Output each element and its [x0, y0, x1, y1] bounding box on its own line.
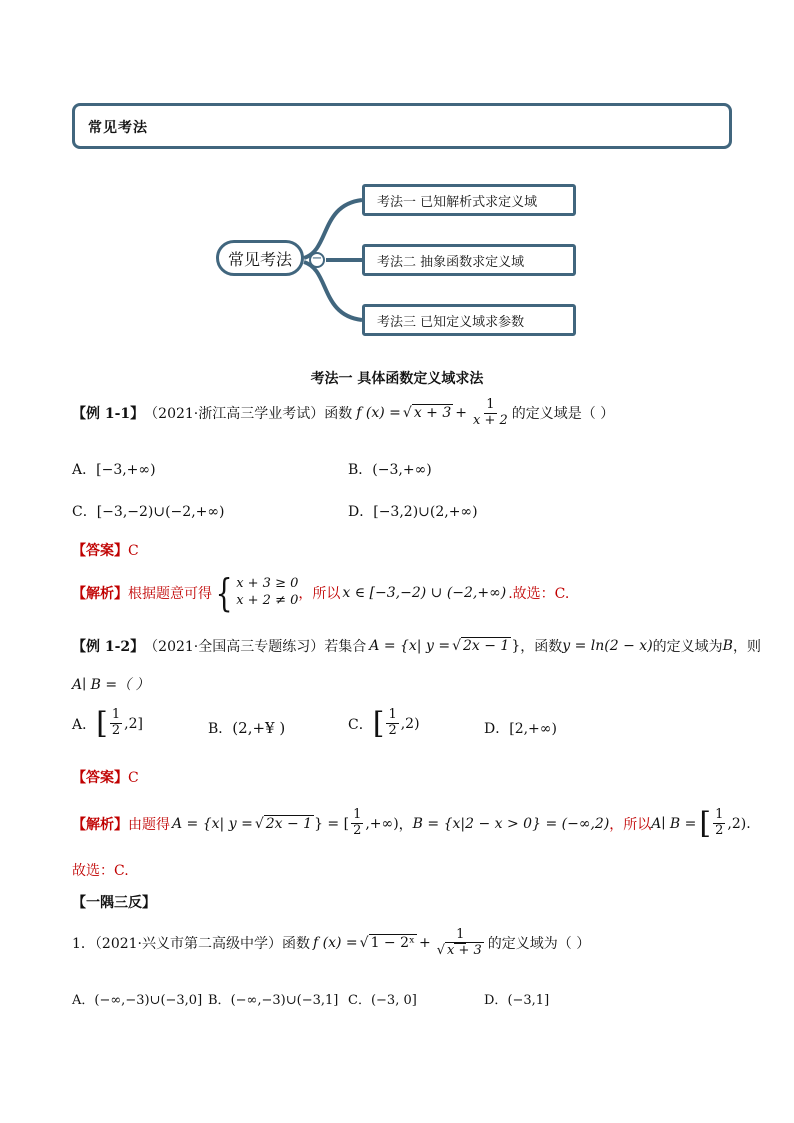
- analysis-sep: ，: [398, 816, 413, 833]
- example2-tag: 【例 1-2】: [72, 639, 145, 655]
- example1-frac-den: x + 2: [473, 412, 508, 428]
- mindmap-node-1[interactable]: 考法一 已知解析式求定义域: [362, 184, 576, 216]
- option-a-post: ,2]: [124, 715, 143, 732]
- example2-line2: A∣ B =（ ）: [72, 677, 150, 693]
- analysis-label: 【解析】: [72, 816, 128, 833]
- section-title: 考法一 具体函数定义域求法: [310, 371, 484, 387]
- practice-q1-num: 1: [456, 927, 465, 942]
- example2-func: y = ln(2 − x): [562, 638, 653, 654]
- analysis-pre: 根据题意可得: [128, 586, 212, 602]
- example1-source: （2021·浙江高三学业考试）函数: [144, 406, 353, 423]
- equation-system: { x + 3 ≥ 0 x + 2 ≠ 0: [215, 571, 299, 615]
- example1-question: 【例 1-1】 （2021·浙江高三学业考试）函数 f (x) = √ x + 3 + $\frac{1}{x + 2}$ 的定义域是（ ）: [72, 397, 615, 428]
- analysis-post: .故选：C.: [508, 586, 570, 602]
- analysis-setA-sqrt: 2x − 1: [265, 815, 313, 832]
- practice-option-c[interactable]: [348, 989, 417, 1008]
- analysis-AB-den: 2: [715, 823, 724, 838]
- option-b-value: (−∞,−3)∪(−3,1]: [230, 993, 339, 1008]
- example2-question-line2: [72, 674, 150, 694]
- answer-label: 【答案】: [72, 770, 128, 786]
- example1-option-c[interactable]: [72, 501, 225, 521]
- option-c-post: ,2): [400, 715, 420, 732]
- example1-fx: f (x) =: [356, 405, 401, 422]
- example2-mid1: ，函数: [520, 639, 563, 655]
- answer-label: 【答案】: [72, 543, 128, 559]
- option-d-label: D．: [484, 993, 508, 1008]
- example1-answer: [72, 540, 139, 560]
- answer-value: C: [128, 770, 139, 786]
- analysis-so: ，所以: [609, 816, 652, 833]
- option-c-label: C．: [348, 716, 373, 733]
- practice-q1-den: x + 3: [446, 942, 482, 958]
- option-d-label: D．: [484, 721, 510, 737]
- mindmap-node-3[interactable]: 考法三 已知定义域求参数: [362, 304, 576, 336]
- option-a-label: A．: [72, 993, 95, 1008]
- option-d-value: [−3,2)∪(2,+∞): [373, 504, 478, 520]
- option-a-frac: [110, 708, 122, 739]
- practice-option-b[interactable]: [208, 989, 338, 1008]
- option-a-label: A．: [72, 716, 97, 733]
- option-b-value: (−3,+∞): [372, 462, 432, 478]
- example2-mid2: 的定义域为: [652, 639, 723, 655]
- example1-tag: 【例 1-1】: [72, 406, 145, 423]
- analysis-setA-num: 1: [353, 807, 362, 823]
- mindmap-node-2[interactable]: 考法二 抽象函数求定义域: [362, 244, 576, 276]
- option-c-value: (−3, 0]: [370, 993, 417, 1008]
- option-c-num: 1: [388, 707, 397, 723]
- option-a-den: 2: [111, 723, 121, 738]
- practice-q1-sqrt: 1 − 2ˣ: [370, 935, 415, 952]
- analysis-setA-den: 2: [353, 823, 362, 838]
- analysis-AB-num: 1: [715, 807, 724, 823]
- answer-value: C: [128, 543, 139, 559]
- analysis-AB-frac: [713, 808, 725, 839]
- analysis-AB: A∣ B =: [651, 815, 697, 832]
- option-a-value: (−∞,−3)∪(−3,0]: [94, 993, 203, 1008]
- option-a-value: [−3,+∞): [96, 462, 156, 478]
- option-c-value: [−3,−2)∪(−2,+∞): [96, 504, 225, 520]
- example2-B: B: [722, 638, 733, 654]
- analysis-AB-bracket: [: [699, 806, 712, 841]
- option-a-num: 1: [111, 707, 121, 723]
- practice-q1-frac: $\frac{1}{√ x + 3}$: [436, 927, 482, 958]
- option-c-label: C．: [72, 504, 97, 520]
- analysis-setA: A = {x| y =: [172, 815, 253, 832]
- practice-option-d[interactable]: [484, 989, 549, 1008]
- mindmap-root: 常见考法: [216, 240, 304, 276]
- option-d-value: (−3,1]: [507, 993, 550, 1008]
- example2-source: （2021·全国高三专题练习）若集合: [144, 639, 367, 655]
- option-c-label: C．: [348, 993, 371, 1008]
- example2-setA-close: }: [511, 638, 521, 654]
- example1-frac: [471, 398, 510, 429]
- option-b-label: B．: [208, 993, 231, 1008]
- example2-setA-sqrt: 2x − 1: [463, 638, 510, 654]
- system-row-1: x + 3 ≥ 0: [236, 576, 299, 592]
- analysis-setA-end: ,+∞): [365, 815, 399, 832]
- example1-option-d[interactable]: [348, 501, 478, 521]
- analysis-setB: B = {x|2 − x > 0} = (−∞,2): [412, 815, 610, 832]
- option-d-value: [2,+∞): [509, 721, 557, 737]
- analysis-setA-eq: } = [: [314, 815, 350, 832]
- system-row-2: x + 2 ≠ 0: [236, 593, 299, 608]
- practice-q1-fx: f (x) =: [313, 935, 358, 952]
- example1-option-b[interactable]: [348, 459, 432, 479]
- option-c-bracket: [: [372, 706, 385, 741]
- analysis-label: 【解析】: [72, 586, 128, 602]
- example1-analysis: [72, 571, 570, 615]
- option-b-label: B．: [348, 462, 373, 478]
- example2-option-b[interactable]: [208, 718, 285, 738]
- example2-question: 【例 1-2】 （2021·全国高三专题练习）若集合 A = {x| y = √ 2x − 1 } ，函数 y = ln(2 − x) 的定义域为 B ，则: [72, 638, 761, 655]
- practice-q1: 1．（2021·兴义市第二高级中学）函数 f (x) = √ 1 − 2ˣ + $\frac{1}{√ x + 3}$ 的定义域为（ ）: [72, 927, 591, 958]
- practice-q1-plus: +: [418, 935, 431, 952]
- option-a-label: A．: [72, 462, 97, 478]
- example2-conclusion: 故选：C.: [72, 863, 129, 879]
- collapse-icon[interactable]: −: [311, 251, 323, 266]
- example2-option-d[interactable]: [484, 718, 557, 738]
- practice-option-a[interactable]: [72, 989, 202, 1008]
- option-c-frac: [386, 708, 398, 739]
- example1-sqrt: x + 3: [413, 405, 452, 422]
- example1-plus: +: [455, 405, 467, 422]
- option-d-label: D．: [348, 504, 374, 520]
- example1-option-a[interactable]: [72, 459, 156, 479]
- example2-answer: [72, 767, 139, 787]
- example1-frac-num: 1: [486, 397, 495, 412]
- analysis-pre: 由题得: [128, 816, 170, 833]
- example2-analysis: 【解析】 由题得 A = {x| y = √ 2x − 1 } = [ $\frac{1}{2}$ ,+∞) ， B = {x|2 − x > 0} = (−∞,2) ，所以 A∣ B = [ $\frac{1}{2}$ ,2).: [72, 806, 751, 841]
- example2-option-a[interactable]: [72, 706, 143, 741]
- analysis-AB-post: ,2).: [727, 815, 751, 832]
- example1-tail: 的定义域是（ ）: [511, 406, 615, 423]
- example2-setA: A = {x| y =: [369, 638, 451, 654]
- connector-1: [304, 200, 362, 258]
- option-b-value: (2,+¥ ): [232, 719, 286, 737]
- example2-option-c[interactable]: [348, 706, 420, 741]
- option-c-den: 2: [388, 723, 397, 738]
- analysis-mid: ，所以: [298, 586, 341, 602]
- analysis-setA-frac: [351, 808, 363, 839]
- option-a-bracket: [: [96, 706, 108, 741]
- header-title: 常见考法: [88, 120, 148, 136]
- practice-q1-pre: 1．（2021·兴义市第二高级中学）函数: [72, 936, 310, 953]
- practice-title: 【一隅三反】: [72, 895, 156, 911]
- example2-tail: ，则: [732, 639, 761, 655]
- connector-3: [304, 262, 362, 320]
- option-b-label: B．: [208, 721, 233, 737]
- practice-q1-tail: 的定义域为（ ）: [487, 936, 591, 953]
- analysis-set: x ∈ [−3,−2) ∪ (−2,+∞): [342, 585, 507, 601]
